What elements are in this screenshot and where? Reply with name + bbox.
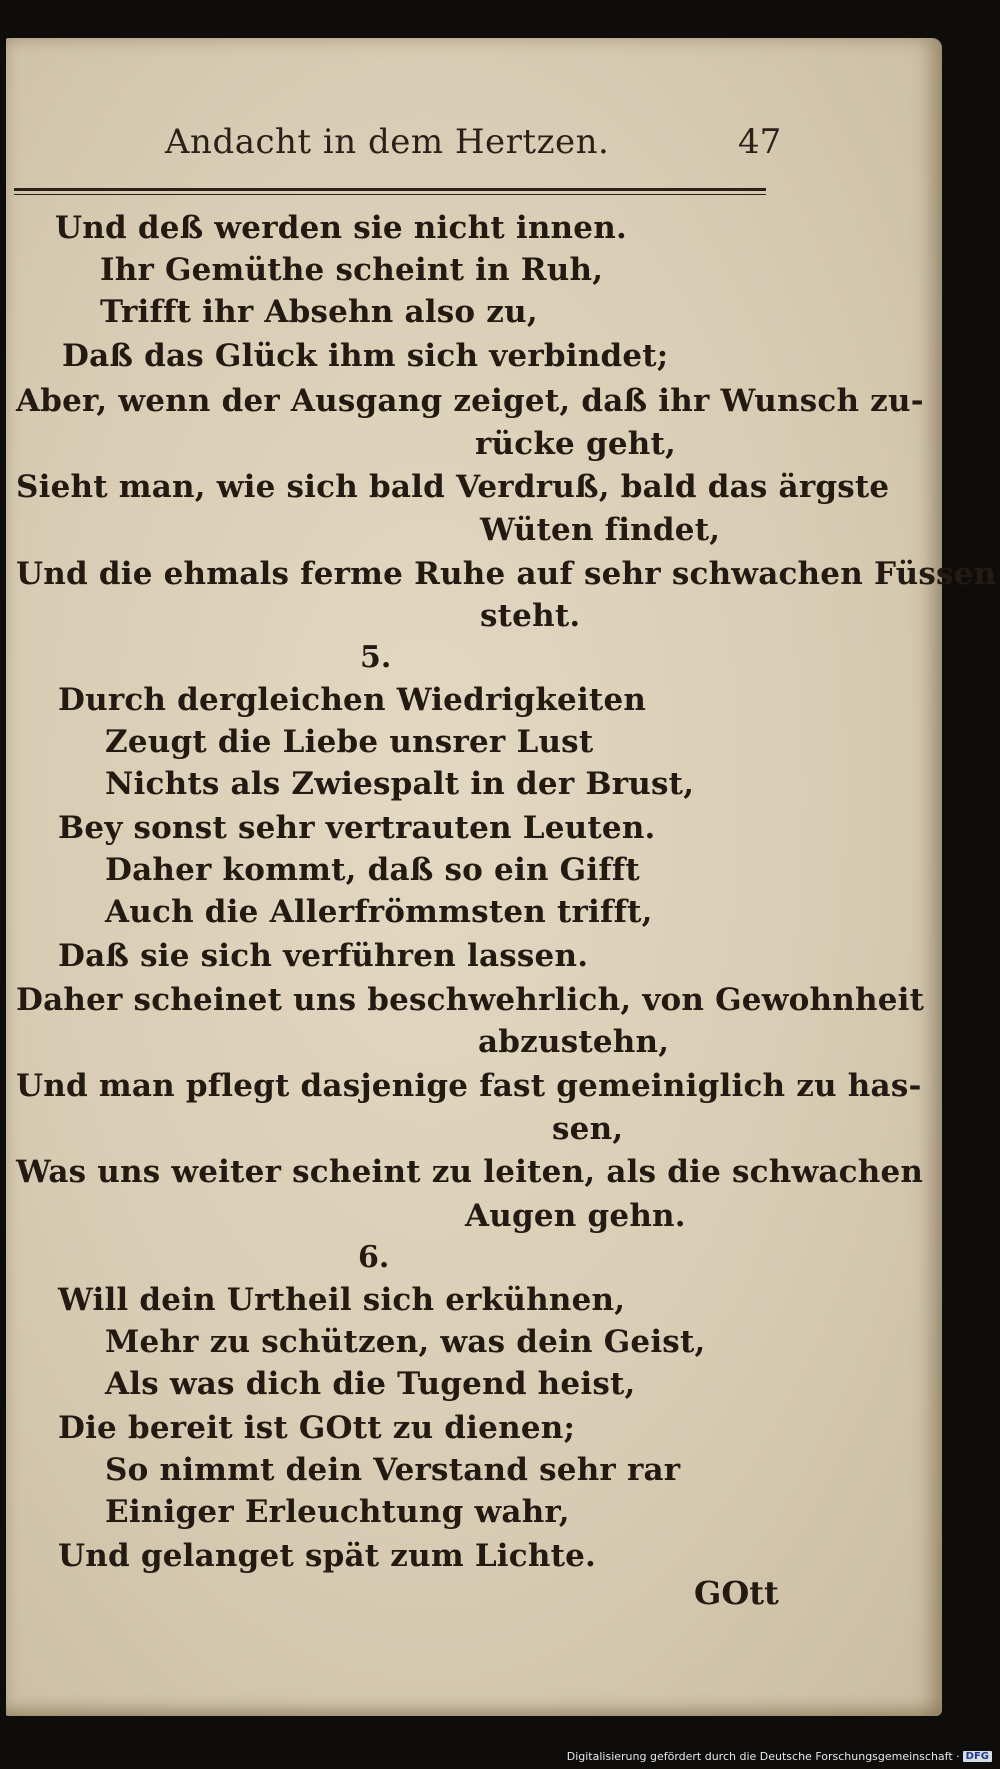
- catchword: GOtt: [694, 1574, 779, 1612]
- verse-line-continuation: steht.: [480, 598, 581, 634]
- verse-line: Sieht man, wie sich bald Verdruß, bald das ärgste: [16, 469, 890, 505]
- verse-line: Bey sonst sehr vertrauten Leuten.: [58, 810, 656, 846]
- verse-line: Daß sie sich verführen lassen.: [58, 938, 589, 974]
- dfg-logo[interactable]: DFG: [963, 1751, 992, 1762]
- verse-line: Aber, wenn der Ausgang zeiget, daß ihr Wunsch zu-: [16, 383, 924, 419]
- header-rule-thin: [14, 194, 766, 195]
- stanza-number: 5.: [360, 640, 392, 675]
- verse-line: Auch die Allerfrömmsten trifft,: [105, 894, 653, 930]
- page-number: 47: [738, 122, 782, 162]
- header-rule: [14, 188, 766, 191]
- running-title: Andacht in dem Hertzen.: [165, 122, 610, 162]
- verse-line: Daß das Glück ihm sich verbindet;: [62, 338, 669, 374]
- verse-line: Die bereit ist GOtt zu dienen;: [58, 1410, 576, 1446]
- verse-line: Zeugt die Liebe unsrer Lust: [105, 724, 594, 760]
- verse-line: So nimmt dein Verstand sehr rar: [105, 1452, 681, 1488]
- verse-line: Was uns weiter scheint zu leiten, als die schwachen: [16, 1154, 924, 1190]
- verse-line: Will dein Urtheil sich erkühnen,: [58, 1282, 626, 1318]
- verse-line: Durch dergleichen Wiedrigkeiten: [58, 682, 647, 718]
- verse-line: Trifft ihr Absehn also zu,: [100, 294, 538, 330]
- verse-line: Und die ehmals ferme Ruhe auf sehr schwachen Füssen: [16, 556, 997, 592]
- verse-line-continuation: Augen gehn.: [465, 1198, 686, 1234]
- verse-line: Einiger Erleuchtung wahr,: [105, 1494, 570, 1530]
- verse-line: Und deß werden sie nicht innen.: [55, 210, 627, 246]
- verse-line-continuation: sen,: [552, 1111, 624, 1147]
- page-header: [0, 122, 1000, 182]
- verse-line-continuation: Wüten findet,: [480, 512, 721, 548]
- digitization-credit: [567, 1750, 992, 1763]
- credit-text[interactable]: Digitalisierung gefördert durch die Deutsche Forschungsgemeinschaft ·: [566, 1750, 960, 1763]
- verse-line: Und man pflegt dasjenige fast gemeiniglich zu has-: [16, 1068, 922, 1104]
- verse-line-continuation: rücke geht,: [475, 426, 676, 462]
- verse-line: Mehr zu schützen, was dein Geist,: [105, 1324, 706, 1360]
- verse-line: Und gelanget spät zum Lichte.: [58, 1538, 597, 1574]
- verse-line: Nichts als Zwiespalt in der Brust,: [105, 766, 695, 802]
- verse-line: Daher kommt, daß so ein Gifft: [105, 852, 640, 888]
- verse-line: Daher scheinet uns beschwehrlich, von Gewohnheit: [16, 982, 925, 1018]
- verse-line: Ihr Gemüthe scheint in Ruh,: [100, 252, 604, 288]
- verse-line-continuation: abzustehn,: [478, 1024, 670, 1060]
- verse-line: Als was dich die Tugend heist,: [105, 1366, 636, 1402]
- stanza-number: 6.: [358, 1240, 390, 1275]
